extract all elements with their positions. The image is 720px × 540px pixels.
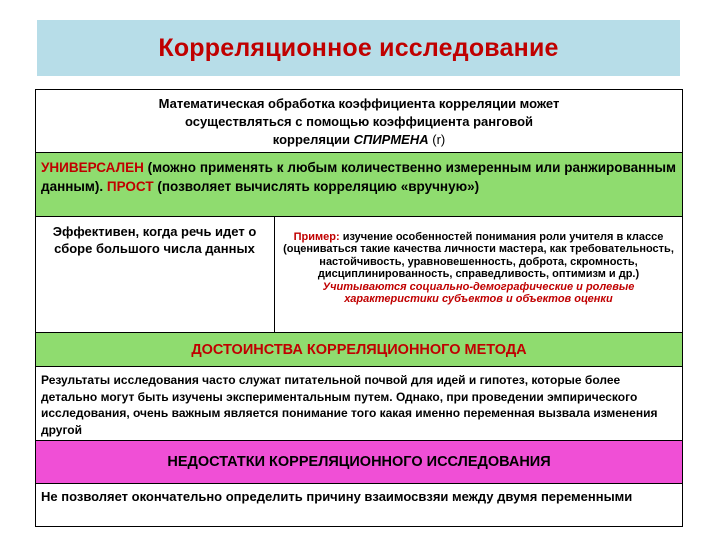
universal-text: (можно применять к любым количественно измеренным или ранжированным данным). xyxy=(41,160,676,194)
r-symbol: (r) xyxy=(428,132,446,147)
advantages-text: Результаты исследования часто служат питательной почвой для идей и гипотез, которые более детально могут быть изучены экспериментальным путем. Однако, при проведении эмпирического исследования, очень важным является понимание того какая именно переменная вызвала изменения другой xyxy=(36,367,682,440)
simple-keyword: ПРОСТ xyxy=(106,179,154,194)
intro-line-2: осуществляться с помощью коэффициента ранговой xyxy=(184,114,534,129)
universal-keyword: УНИВЕРСАЛЕН xyxy=(41,160,144,175)
intro-line-1: Математическая обработка коэффициента корреляции может xyxy=(158,96,560,111)
advantages-heading: ДОСТОИНСТВА КОРРЕЛЯЦИОННОГО МЕТОДА xyxy=(36,332,682,367)
simple-text: (позволяет вычислять корреляцию «вручную») xyxy=(153,179,480,194)
disadvantages-text: Не позволяет окончательно определить причину взаимосвзяи между двумя переменными xyxy=(36,484,682,526)
intro-line-3 xyxy=(36,131,682,149)
universal-block xyxy=(36,153,682,217)
example-block xyxy=(275,217,682,332)
effective-text: Эффективен, когда речь идет о сборе большого числа данных xyxy=(36,217,273,269)
disadvantages-heading: НЕДОСТАТКИ КОРРЕЛЯЦИОННОГО ИССЛЕДОВАНИЯ xyxy=(36,440,682,484)
spirmen-term: СПИРМЕНА xyxy=(353,132,429,147)
example-text: изучение особенностей понимания роли учителя в классе (оцениваться такие качества личности мастера, как требовательность, настойчивость, уравновешенность, доброта, скромность, дисциплинированность, справедливость, оптимизм и др.) xyxy=(283,231,674,281)
slide-title: Корреляционное исследование xyxy=(158,33,559,62)
effective-block xyxy=(36,217,275,332)
example-italic-text: Учитываются социально-демографические и ролевые характеристики субъектов и объектов оценки xyxy=(322,280,635,306)
intro-line-3-prefix: корреляции xyxy=(272,132,354,147)
intro-block xyxy=(36,90,682,153)
slide-title-box xyxy=(37,20,680,76)
example-label: Пример: xyxy=(293,231,340,243)
